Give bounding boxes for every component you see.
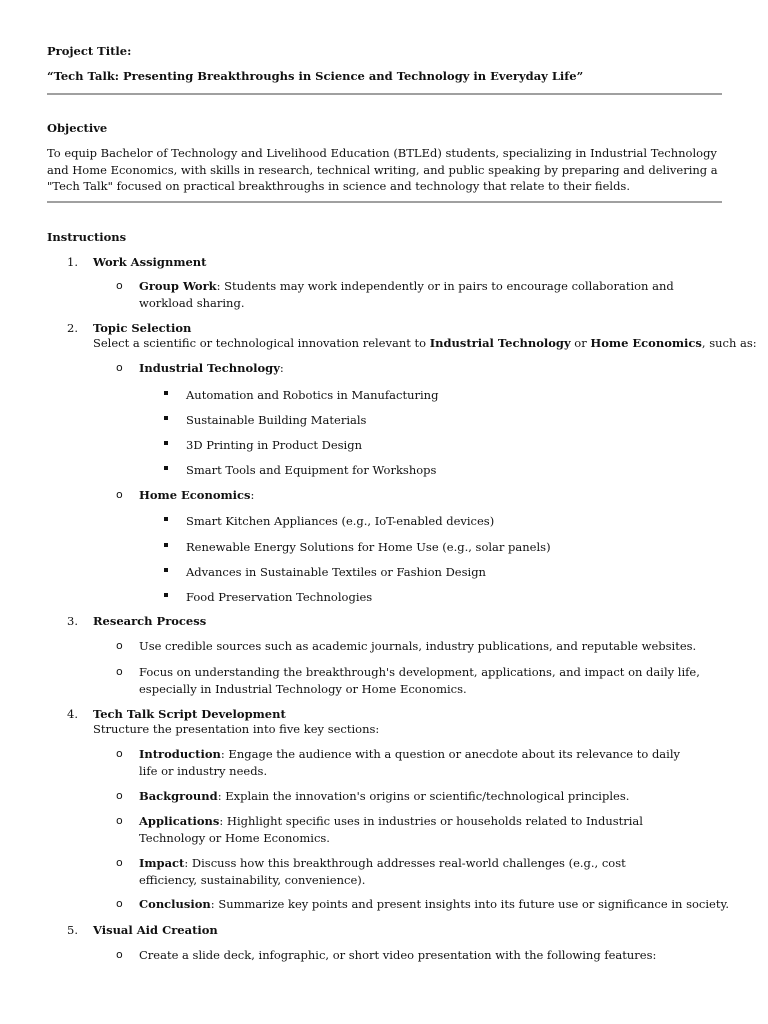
square-bullet-icon — [164, 568, 168, 572]
group-heading-home — [139, 487, 254, 503]
circle-bullet-icon: o — [116, 665, 123, 678]
list-item — [139, 746, 699, 779]
circle-bullet-icon: o — [116, 789, 123, 802]
project-title: “Tech Talk: Presenting Breakthroughs in Science and Technology in Everyday Life” — [47, 69, 584, 83]
square-bullet-icon — [164, 441, 168, 445]
script-intro: Structure the presentation into five key sections: — [93, 722, 380, 736]
square-bullet-icon — [164, 391, 168, 395]
intro-text: or — [570, 336, 591, 350]
project-title-label: Project Title: — [47, 44, 132, 58]
item-text: : Summarize key points and present insights into its future use or significance in society. — [210, 897, 730, 911]
list-item: Use credible sources such as academic journals, industry publications, and reputable websites. — [139, 639, 697, 653]
divider — [47, 93, 722, 95]
item-label: Applications — [139, 814, 220, 828]
circle-bullet-icon: o — [116, 897, 123, 910]
item-title-work-assignment: Work Assignment — [93, 255, 207, 269]
circle-bullet-icon: o — [116, 948, 123, 961]
objective-text: To equip Bachelor of Technology and Livelihood Education (BTLEd) students, specializing in Industrial Technology and Home Economics, with skills in research, technical writing, and public speaking by preparing and delivering a "Tech Talk" focused on practical breakthroughs in science and technology that relate to their fields. — [47, 146, 718, 193]
square-bullet-icon — [164, 466, 168, 470]
item-text: : Explain the innovation's origins or scientific/technological principles. — [217, 789, 630, 803]
item-text: : Discuss how this breakthrough addresses real-world challenges (e.g., cost efficiency, sustainability, convenience). — [139, 856, 626, 887]
list-number: 2. — [67, 321, 78, 335]
instructions-heading: Instructions — [47, 230, 127, 244]
list-item: Smart Tools and Equipment for Workshops — [186, 463, 437, 477]
group-label: Home Economics — [139, 488, 251, 502]
item-label: Background — [139, 789, 218, 803]
list-number: 1. — [67, 255, 78, 269]
list-number: 3. — [67, 614, 78, 628]
square-bullet-icon — [164, 517, 168, 521]
list-item: Smart Kitchen Appliances (e.g., IoT-enabled devices) — [186, 514, 495, 528]
divider — [47, 201, 722, 203]
list-item — [139, 896, 729, 912]
item-title-research-process: Research Process — [93, 614, 207, 628]
circle-bullet-icon: o — [116, 856, 123, 869]
item-text: : Highlight specific uses in industries or households related to Industrial Technology or Home Economics. — [139, 814, 643, 845]
circle-bullet-icon: o — [116, 747, 123, 760]
circle-bullet-icon: o — [116, 814, 123, 827]
group-heading-industrial — [139, 360, 284, 376]
list-item: 3D Printing in Product Design — [186, 438, 362, 452]
list-item: Sustainable Building Materials — [186, 413, 367, 427]
group-suffix: : — [250, 488, 255, 502]
intro-bold-home: Home Economics — [590, 336, 702, 350]
item-label: Group Work — [139, 279, 217, 293]
square-bullet-icon — [164, 543, 168, 547]
item-label: Impact — [139, 856, 185, 870]
item-text: : Students may work independently or in pairs to encourage collaboration and workload sharing. — [139, 279, 674, 310]
intro-text: , such as: — [701, 336, 757, 350]
list-item — [139, 813, 699, 846]
list-number: 5. — [67, 923, 78, 937]
list-item: Renewable Energy Solutions for Home Use (e.g., solar panels) — [186, 540, 551, 554]
group-suffix: : — [279, 361, 284, 375]
objective-heading: Objective — [47, 121, 108, 135]
circle-bullet-icon: o — [116, 279, 123, 292]
item-title-topic-selection: Topic Selection — [93, 321, 192, 335]
item-text: : Engage the audience with a question or anecdote about its relevance to daily life or industry needs. — [139, 747, 681, 778]
list-item — [139, 278, 709, 311]
circle-bullet-icon: o — [116, 639, 123, 652]
list-item: Food Preservation Technologies — [186, 590, 373, 604]
list-item — [139, 855, 669, 888]
item-label: Introduction — [139, 747, 221, 761]
square-bullet-icon — [164, 416, 168, 420]
intro-bold-industrial: Industrial Technology — [429, 336, 571, 350]
intro-text: Select a scientific or technological innovation relevant to — [93, 336, 430, 350]
circle-bullet-icon: o — [116, 488, 123, 501]
list-item: Focus on understanding the breakthrough's development, applications, and impact on daily life, especially in Industrial Technology or Home Economics. — [139, 665, 700, 696]
list-item: Automation and Robotics in Manufacturing — [186, 388, 439, 402]
topic-intro — [93, 335, 757, 351]
square-bullet-icon — [164, 593, 168, 597]
list-item: Create a slide deck, infographic, or short video presentation with the following features: — [139, 948, 657, 962]
list-item: Advances in Sustainable Textiles or Fashion Design — [186, 565, 486, 579]
item-title-script-development: Tech Talk Script Development — [93, 707, 286, 721]
list-item — [139, 788, 629, 804]
item-title-visual-aid: Visual Aid Creation — [93, 923, 218, 937]
item-label: Conclusion — [139, 897, 211, 911]
circle-bullet-icon: o — [116, 361, 123, 374]
list-number: 4. — [67, 707, 78, 721]
group-label: Industrial Technology — [139, 361, 280, 375]
